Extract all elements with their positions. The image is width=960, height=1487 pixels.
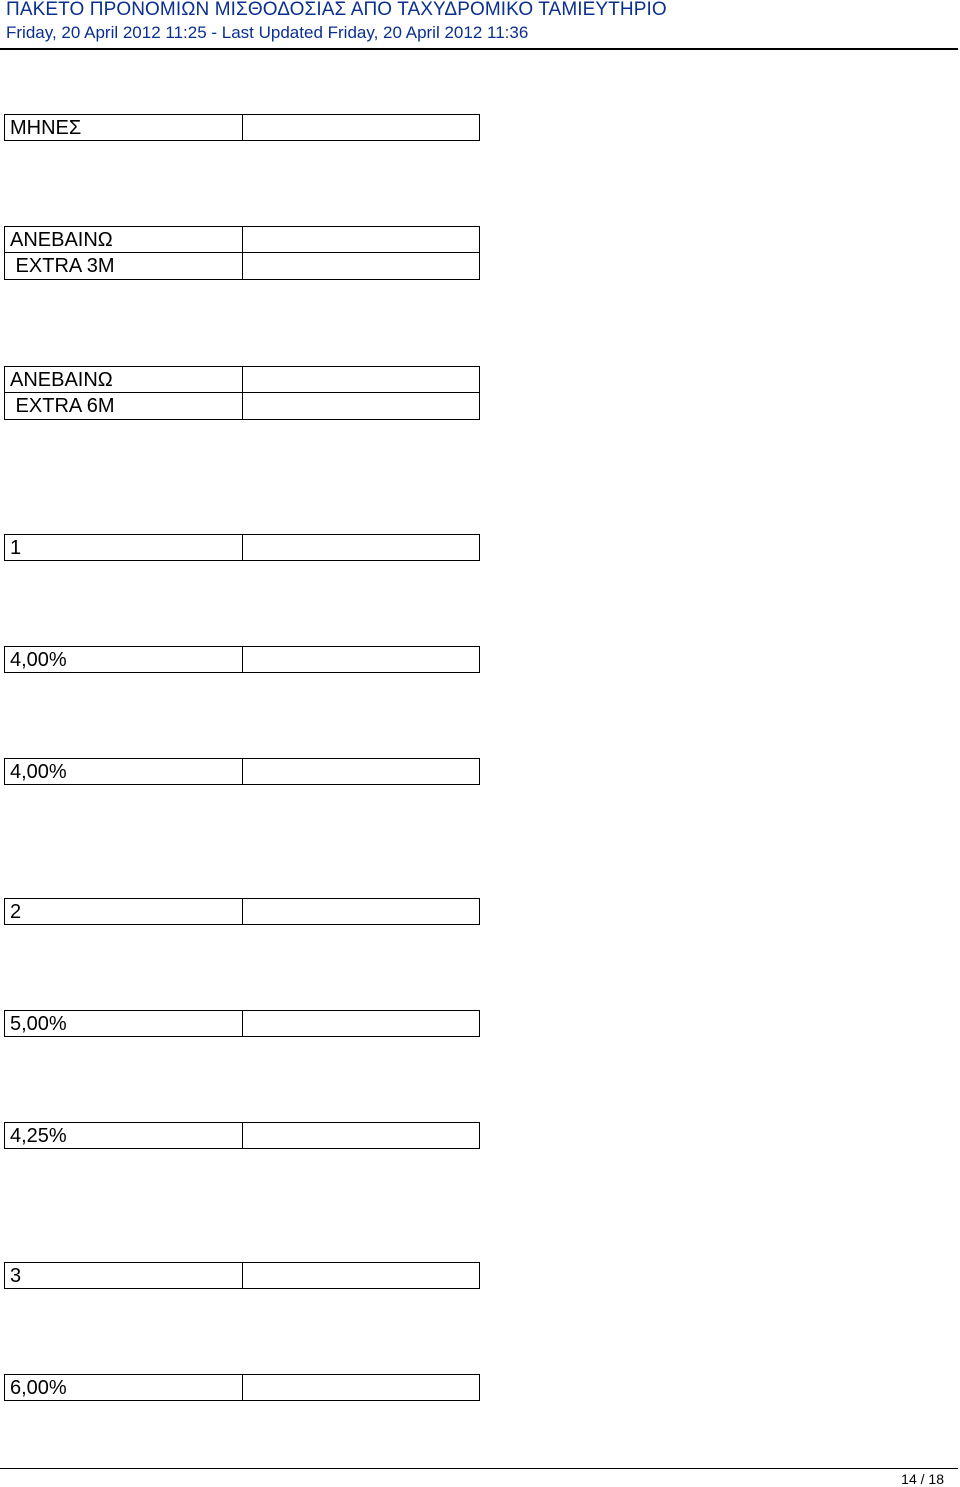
table-cell-empty (243, 1375, 479, 1400)
table-cell-label: ΑΝΕΒΑΙΝΩ (5, 367, 243, 392)
table-cell-label: ΑΝΕΒΑΙΝΩ (5, 227, 243, 252)
table-row (4, 1010, 480, 1037)
table-line (4, 393, 480, 420)
table-cell-label: 5,00% (5, 1011, 243, 1036)
table-cell-empty (243, 759, 479, 784)
table-cell-label: 4,00% (5, 759, 243, 784)
table-row (4, 366, 480, 420)
table-row (4, 114, 480, 141)
table-cell-empty (243, 647, 479, 672)
table-line (4, 1374, 480, 1401)
table-cell-empty (243, 1123, 479, 1148)
table-row (4, 534, 480, 561)
table-cell-empty (243, 253, 479, 279)
table-cell-empty (243, 393, 479, 419)
table-cell-label: EXTRA 6M (5, 393, 243, 419)
table-cell-label: 2 (5, 899, 243, 924)
table-row (4, 898, 480, 925)
table-line (4, 534, 480, 561)
table-cell-empty (243, 115, 479, 140)
table-line (4, 1122, 480, 1149)
table-cell-empty (243, 535, 479, 560)
footer-divider (0, 1468, 958, 1469)
table-cell-label: 4,25% (5, 1123, 243, 1148)
table-cell-label: 1 (5, 535, 243, 560)
table-line (4, 1262, 480, 1289)
table-line (4, 758, 480, 785)
header-divider (0, 48, 958, 50)
table-cell-label: 3 (5, 1263, 243, 1288)
table-row (4, 226, 480, 280)
table-cell-empty (243, 899, 479, 924)
table-line (4, 898, 480, 925)
table-row (4, 646, 480, 673)
table-cell-empty (243, 1263, 479, 1288)
table-line (4, 1010, 480, 1037)
table-cell-label: EXTRA 3M (5, 253, 243, 279)
table-row (4, 1262, 480, 1289)
table-row (4, 1374, 480, 1401)
table-cell-label: 6,00% (5, 1375, 243, 1400)
table-cell-label: 4,00% (5, 647, 243, 672)
table-line (4, 253, 480, 280)
table-cell-label: ΜΗΝΕΣ (5, 115, 243, 140)
table-row (4, 758, 480, 785)
page-number: 14 / 18 (901, 1471, 944, 1487)
table-line (4, 646, 480, 673)
date-line: Friday, 20 April 2012 11:25 - Last Updated Friday, 20 April 2012 11:36 (6, 23, 529, 42)
table-line (4, 226, 480, 253)
table-line (4, 114, 480, 141)
table-cell-empty (243, 227, 479, 252)
table-row (4, 1122, 480, 1149)
table-cell-empty (243, 367, 479, 392)
table-cell-empty (243, 1011, 479, 1036)
table-line (4, 366, 480, 393)
page-title: ΠΑΚΕΤΟ ΠΡΟΝΟΜΙΩΝ ΜΙΣΘΟΔΟΣΙΑΣ ΑΠΟ ΤΑΧΥΔΡΟΜΙΚΟ ΤΑΜΙΕΥΤΗΡΙΟ (6, 0, 667, 20)
